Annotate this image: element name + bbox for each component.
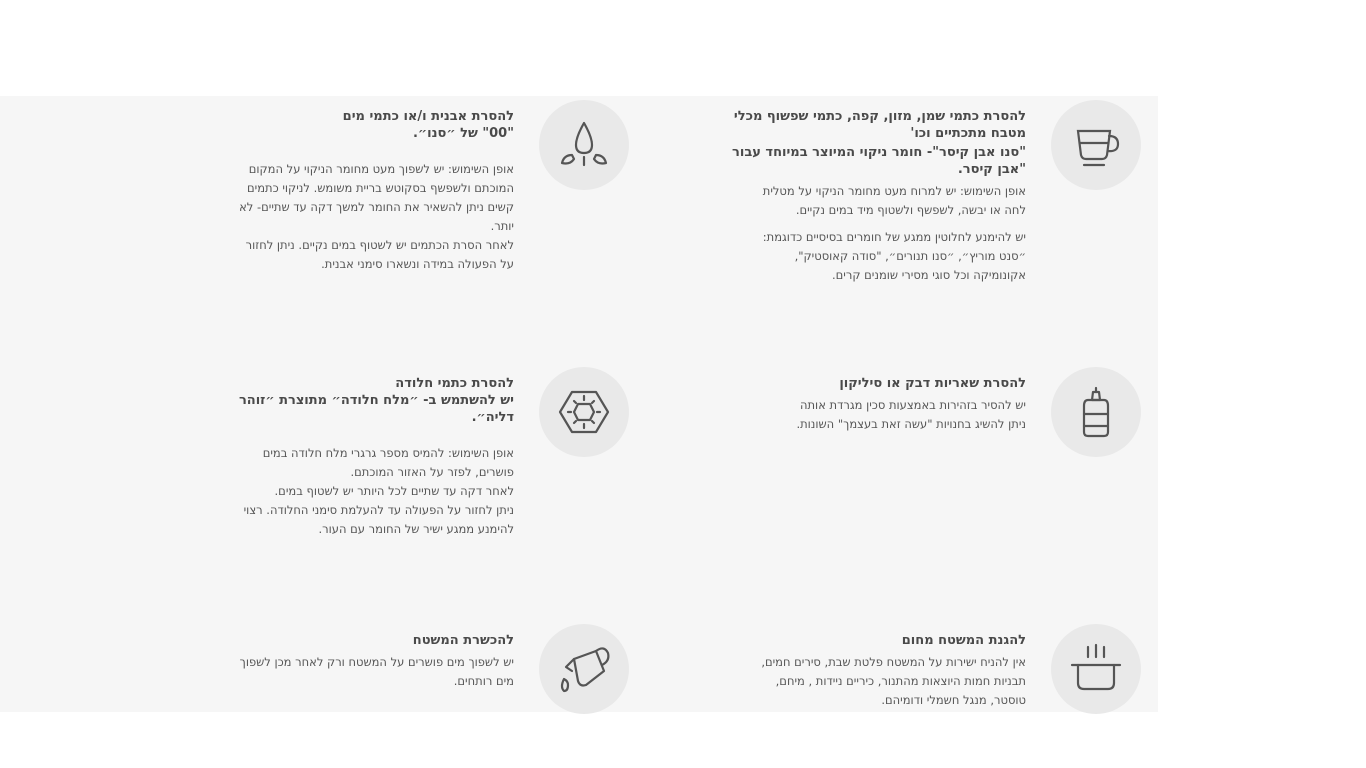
title-line: "סנו אבן קיסר"- חומר ניקוי המיוצר במיוחד עבור [732,145,1026,160]
title-line: דליה״. [471,410,514,425]
text-line: יש להסיר בזהירות באמצעות סכין מגרדת אותה [799,398,1026,412]
text-line: יש לשפוך מים פושרים על המשטח ורק לאחר מכן לשפוך [239,655,514,669]
glue-removal-block [760,375,1026,434]
warning-text [700,228,1026,285]
usage-text [760,396,1026,434]
item-title [232,108,514,142]
title-line: להסרת כתמי שמן, מזון, קפה, כתמי שפשוף מכלי [733,109,1026,124]
item-title: להכשרת המשטח [412,633,514,648]
coffee-cup-icon [1068,117,1124,173]
icon-circle [1051,367,1141,457]
text-line: אופן השימוש: יש לשפוך מעט מחומר הניקוי על המקום [248,162,514,176]
text-line: פושרים, לפזר על האזור המוכתם. [350,465,514,479]
title-line: מטבח מתכתיים וכו' [910,126,1026,141]
item-title: להסרת שאריות דבק או סיליקון [839,376,1026,391]
text-line: להימנע ממגע ישיר של החומר עם העור. [318,522,514,536]
text-line: תבניות חמות היוצאות מהתנור, כיריים ניידות , מיחם, [775,674,1026,688]
title-line: להסרת כתמי חלודה [395,376,514,391]
usage-text [232,444,514,539]
text-line: ״סנט מוריץ״, ״סנו תנורים״, "סודה קאוסטיק", [794,249,1026,263]
rust-removal-block [232,375,514,539]
text-line: יש להימנע לחלוטין ממגע של חומרים בסיסיים כדוגמת: [762,230,1026,244]
glue-bottle-icon [1068,384,1124,440]
water-drop-icon [556,117,612,173]
title-line: להסרת אבנית ו/או כתמי מים [342,109,514,124]
text-line: על הפעולה במידה ונשארו סימני אבנית. [321,257,514,271]
icon-circle [1051,100,1141,190]
text-line: מים רותחים. [453,674,514,688]
text-line: ניתן לחזור על הפעולה עד להעלמת סימני החלודה. רצוי [243,503,514,517]
text-line: לאחר דקה עד שתיים לכל היותר יש לשטוף במים. [274,484,514,498]
text-line: יותר. [490,219,514,233]
title-line: "אבן קיסר. [957,162,1026,177]
item-title [700,108,1026,142]
pouring-kettle-icon [556,641,612,697]
text-line: אופן השימוש: יש למרוח מעט מחומר הניקוי על מטלית [762,184,1026,198]
icon-circle [539,100,629,190]
care-instructions-panel [0,96,1158,712]
title-line: יש להשתמש ב- ״מלח חלודה״ מתוצרת ״זוהר [238,393,514,408]
text-line: קשים ניתן להשאיר את החומר למשך דקה עד שתיים- לא [239,200,514,214]
icon-circle [539,367,629,457]
heat-protection-block [730,632,1026,710]
stain-removal-block [700,108,1026,285]
item-title: להגנת המשטח מחום [901,633,1026,648]
text-line: המוכתם ולשפשף בסקוטש בריית משומש. לניקוי כתמים [247,181,514,195]
text-line: לאחר הסרת הכתמים יש לשטוף במים נקיים. ניתן לחזור [245,238,514,252]
limescale-block [232,108,514,274]
title-line: "00" של ״סנו״. [412,126,514,141]
item-title [232,375,514,426]
text-line: ניתן להשיג בחנויות "עשה זאת בעצמך" השונות. [796,417,1026,431]
usage-text [232,653,514,691]
usage-text [232,160,514,274]
text-line: טוסטר, מנגל חשמלי ודומיהם. [881,693,1026,707]
surface-preparation-block [232,632,514,691]
item-subtitle [700,144,1026,178]
rust-hexagon-icon [556,384,612,440]
text-line: אופן השימוש: להמיס מספר גרגרי מלח חלודה במים [262,446,514,460]
hot-pot-icon [1068,641,1124,697]
icon-circle [1051,624,1141,714]
text-line: לחה או יבשה, לשפשף ולשטוף מיד במים נקיים. [795,203,1026,217]
text-line: אקונומיקה וכל סוגי מסירי שומנים קרים. [831,268,1026,282]
icon-circle [539,624,629,714]
text-line: אין להניח ישירות על המשטח פלטת שבת, סירים חמים, [761,655,1026,669]
usage-text [730,653,1026,710]
usage-text [700,182,1026,220]
